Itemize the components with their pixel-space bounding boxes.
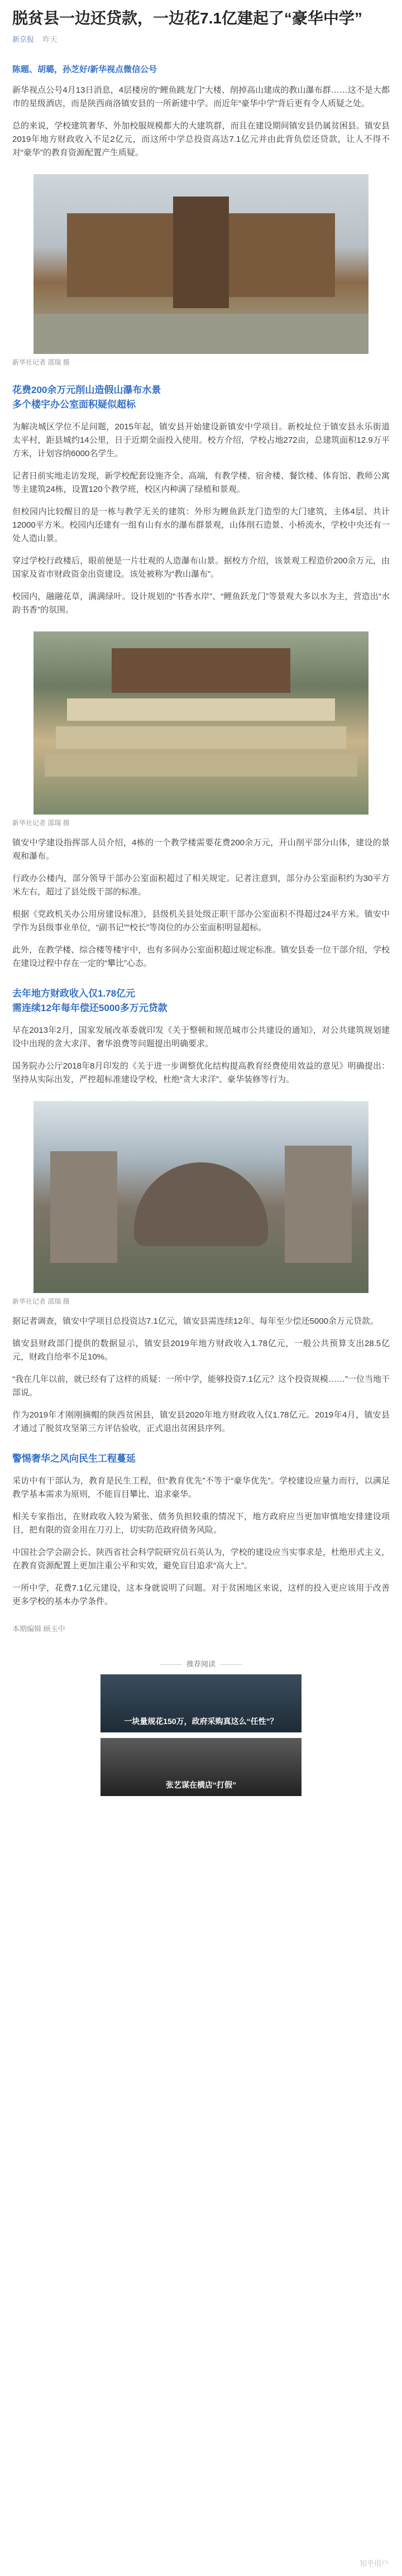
byline: 陈题、胡璐，孙芝好/新华视点微信公号 (12, 65, 157, 74)
section-heading: 花费200余万元削山造假山瀑布水景 (12, 385, 161, 395)
section-heading: 需连续12年每年偿还5000多万元贷款 (12, 1003, 168, 1013)
source-label[interactable]: 新京报 (12, 35, 35, 44)
terrace-shape (56, 726, 346, 749)
section-heading: 警惕奢华之风向民生工程蔓延 (12, 1453, 136, 1464)
paragraph: 记者日前实地走访发现，新学校配套设施齐全、高端，有教学楼、宿舍楼、餐饮楼、体育馆、教师公寓等主建筑24栋，设置120个教学班，校区内种满了绿植和景观。 (12, 471, 390, 494)
paragraph: 国务院办公厅2018年8月印发的《关于进一步调整优化结构提高教育经费使用效益的意见》明确提出：坚持从实际出发，严控超标准建设学校，杜绝“贪大求洋”、豪华装修等行为。 (12, 1061, 390, 1084)
paragraph: 作为2019年才刚刚摘帽的陕西贫困县，镇安县2020年地方财政收入仅1.78亿元。2019年4月，镇安县才通过了脱贫攻坚第三方评估验收，正式退出贫困县序列。 (12, 1410, 390, 1433)
recommend-card-title: 一块量规花150万，政府采购真这么“任性”？ (124, 1717, 278, 1726)
building-shape (50, 1151, 117, 1263)
paragraph: 穿过学校行政楼后，眼前便是一片壮观的人造瀑布山景。据校方介绍，该景观工程造价200余万元，由国家及省市财政资金出资建设。该处被称为“教山瀑布”。 (12, 556, 390, 579)
building-shape (285, 1146, 352, 1263)
paragraph: “我在几年以前，就已经有了这样的质疑：一所中学，能够投资7.1亿元？这个投资规模……”一位当地干部说。 (12, 1375, 390, 1397)
editor-credit: 本期编辑 顾玉中 (12, 1625, 65, 1633)
recommend-card[interactable] (100, 1738, 302, 1796)
pavilion-shape (112, 648, 290, 693)
paragraph: 采访中有干部认为，教育是民生工程，但“教育优先”不等于“豪华优先”。学校建设应量力而行，以满足教学基本需求为原则，不能盲目攀比、追求豪华。 (12, 1476, 390, 1499)
paragraph: 据记者调查，镇安中学项目总投资达7.1亿元，镇安县需连续12年、每年至少偿还5000余万元贷款。 (12, 1316, 379, 1326)
paragraph: 总的来说，学校建筑奢华、外加校服规模都大的大建筑群，而且在建设期间镇安县仍属贫困县。镇安县2019年地方财政收入不足2亿元，而这所中学总投资高达7.1亿元并由此背负偿还贷款，让人不得不对“豪华”的教育资源配置产生质疑。 (12, 121, 390, 157)
paragraph: 相关专家指出，在财政收入较为紧张、债务负担较重的情况下，地方政府应当更加审慎地安排建设项目，把有限的资金用在刀刃上，切实防范政府债务风险。 (12, 1512, 390, 1535)
photo-caption: 新华社记者 邵瑞 摄 (12, 819, 70, 827)
paragraph: 新华视点公号4月13日消息，4层楼房的“鲤鱼跳龙门”大楼、削掉高山建成的教山瀑布群……这不是大都市的星级酒店，而是陕西商洛镇安县的一所新建中学。而近年“豪华中学”背后更有令人质疑之处。 (12, 85, 390, 108)
terrace-shape (45, 754, 357, 777)
paragraph: 但校园内比较醒目的是一栋与教学无关的建筑：外形为鲤鱼跃龙门造型的大门建筑，主体4层、共计12000平方米。校园内还建有一组有山有水的瀑布群景观，山体削石造景、小桥流水，学校中央还有一处人造山景。 (12, 507, 390, 543)
photo-caption: 新华社记者 邵瑞 摄 (12, 358, 70, 366)
paragraph: 镇安县财政部门提供的数据显示，镇安县2019年地方财政收入1.78亿元，一般公共预算支出28.5亿元，财政自给率不足10%。 (12, 1339, 390, 1362)
recommend-card-title: 张艺谋在横店“打假” (166, 1780, 236, 1789)
paragraph: 校园内，融融花草，满满绿叶。设计规划的“书香水岸”、“鲤鱼跃龙门”等景观大多以水为主，营造出“水韵书香”的氛围。 (12, 592, 390, 615)
paragraph: 镇安中学建设指挥部人员介绍，4栋的一个教学楼需要花费200余万元，开山削平部分山体，建设的景观和瀑布。 (12, 838, 390, 861)
photo-caption: 新华社记者 邵瑞 摄 (12, 1297, 70, 1305)
paragraph: 早在2013年2月，国家发展改革委就印发《关于整顿和规范城市公共建设的通知》，对公共建筑规划建设中出现的贪大求洋、奢华浪费等问题提出明确要求。 (12, 1026, 390, 1048)
watermark: 知乎用户 (359, 2559, 389, 2568)
gate-shape (173, 197, 229, 308)
school-gate-photo (34, 174, 368, 354)
section-heading: 多个楼宇办公室面积疑似超标 (12, 399, 136, 410)
paragraph: 根据《党政机关办公用房建设标准》，县级机关县处级正职干部办公室面积不得超过24平方米。镇安中学作为县级事业单位，“副书记”“校长”等岗位的办公室面积明显超标。 (12, 909, 390, 932)
recommend-card[interactable] (100, 1674, 302, 1732)
recommend-heading: 推荐阅读 (12, 1658, 390, 1669)
article-meta (12, 33, 390, 44)
paragraph: 此外，在教学楼、综合楼等楼宇中，也有多间办公室面积超过规定标准。镇安县委一位干部介绍，学校在建设过程中存在一定的“攀比”心态。 (12, 945, 390, 968)
section-heading: 去年地方财政收入仅1.78亿元 (12, 988, 136, 999)
waterfall-photo (34, 631, 368, 815)
article-title: 脱贫县一边还贷款，一边花7.1亿建起了“豪华中学” (12, 9, 362, 27)
paragraph: 一所中学，花费7.1亿元建设，这本身就说明了问题。对于贫困地区来说，这样的投入更应该用于改善更多学校的基本办学条件。 (12, 1583, 390, 1606)
round-building-shape (134, 1162, 268, 1246)
paragraph: 行政办公楼内，部分领导干部办公室面积超过了相关规定。记者注意到，部分办公室面积约为30平方米左右，超过了县处级干部的标准。 (12, 874, 390, 897)
terrace-shape (67, 698, 335, 721)
campus-aerial-photo (34, 1101, 368, 1293)
time-label: 昨天 (42, 35, 58, 44)
paragraph: 为解决城区学位不足问题，2015年起，镇安县开始建设新镇安中学项目。新校址位于镇安县永乐街道太平村，距县城约14公里，日于近期全面投入使用。校方介绍，学校占地272亩，总建筑面积12.9万平方米，计划容纳6000名学生。 (12, 422, 390, 458)
plaza-shape (34, 314, 368, 354)
paragraph: 中国社会学会副会长、陕西省社会科学院研究员石英认为，学校的建设应当实事求是，杜绝形式主义，在教育资源配置上更加注重公平和实效，避免盲目追求“高大上”。 (12, 1548, 390, 1571)
